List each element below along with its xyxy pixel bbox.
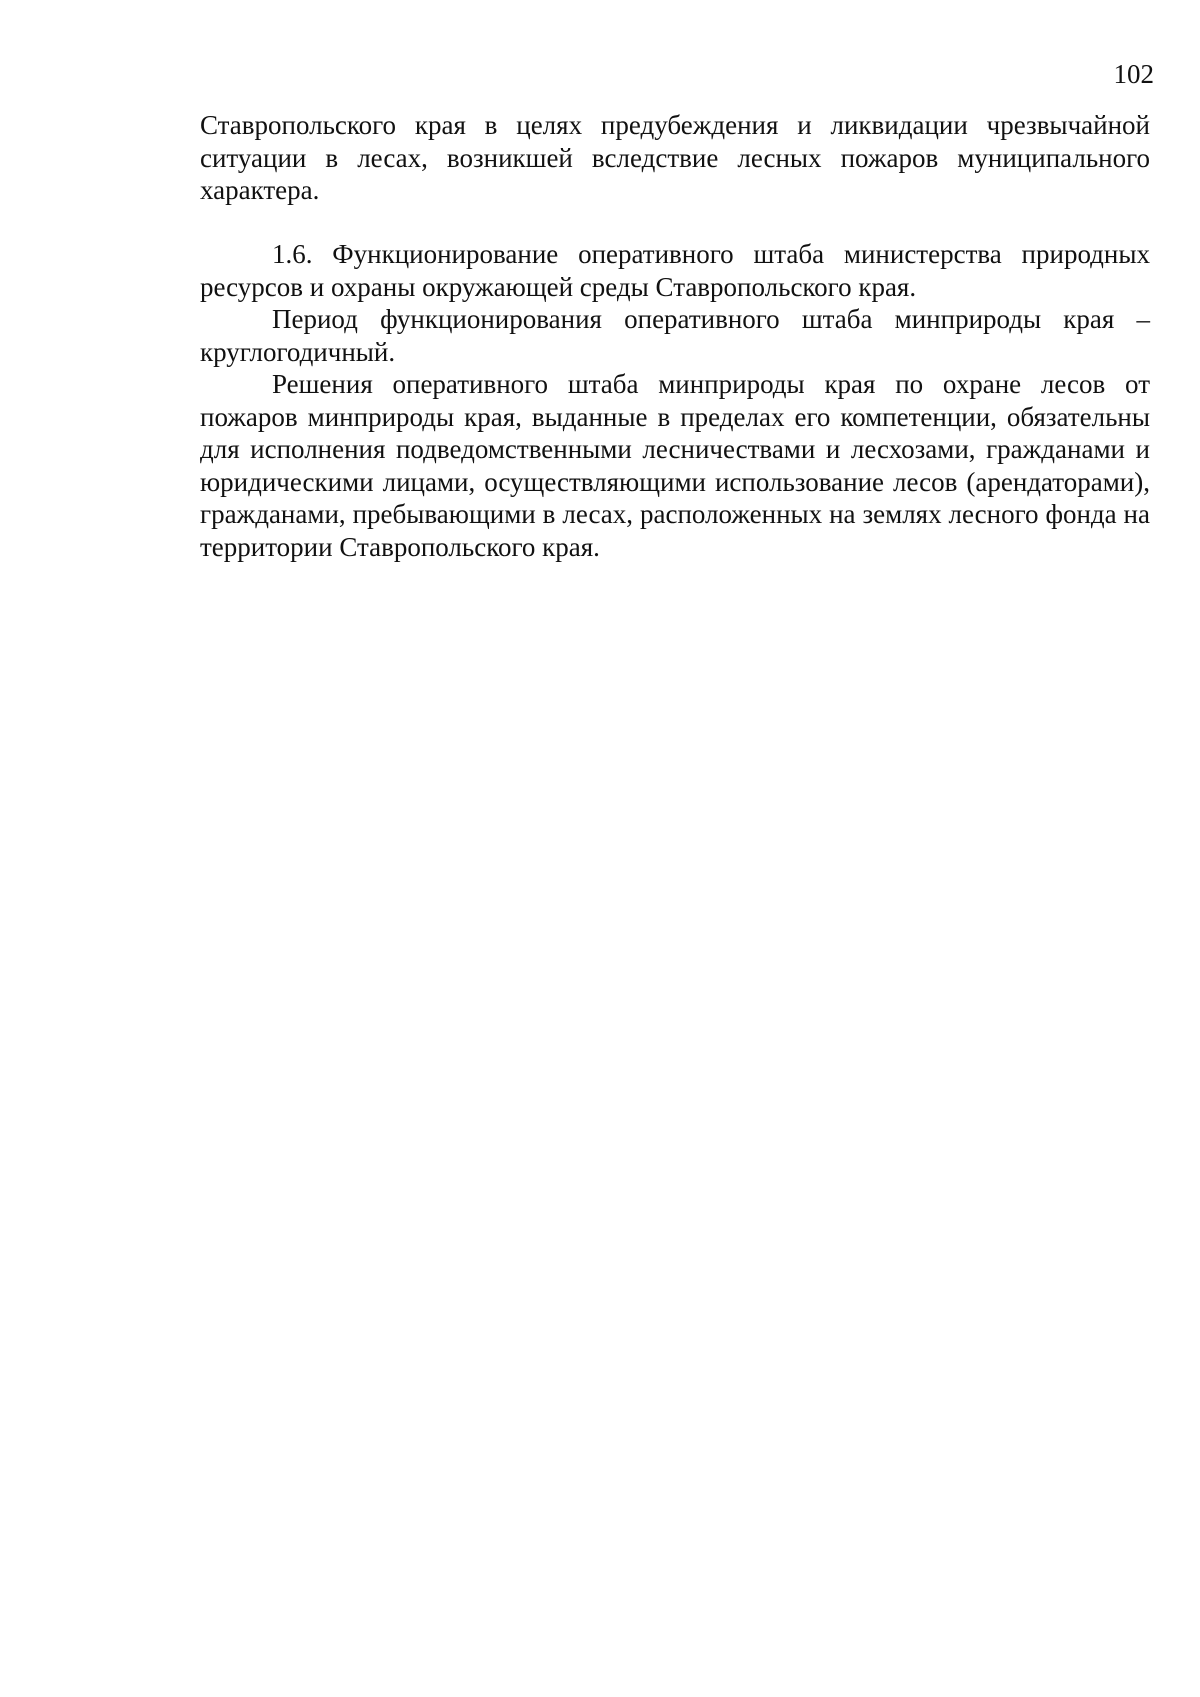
- paragraph-continuation: Ставропольского края в целях предубеждения и ликвидации чрезвычайной ситуации в лесах, возникшей вследствие лесных пожаров муниципального характера.: [200, 110, 1150, 205]
- paragraph-period: Период функционирования оперативного штаба минприроды края – круглогодичный.: [200, 304, 1150, 367]
- continuation-block: [200, 109, 1150, 207]
- paragraph-decisions: Решения оперативного штаба минприроды края по охране лесов от пожаров минприроды края, выданные в пределах его компетенции, обязательны для исполнения подведомственными лесничествами и лесхозами, гражданами и юридическими лицами, осуществляющими использование лесов (арендаторами), гражданами, пребывающими в лесах, расположенных на землях лесного фонда на территории Ставропольского края.: [200, 369, 1150, 562]
- paragraph-section-heading: 1.6. Функционирование оперативного штаба министерства природных ресурсов и охраны окружающей среды Ставропольского края.: [200, 239, 1150, 302]
- section-block: [200, 238, 1150, 563]
- page-number: 102: [1113, 59, 1154, 89]
